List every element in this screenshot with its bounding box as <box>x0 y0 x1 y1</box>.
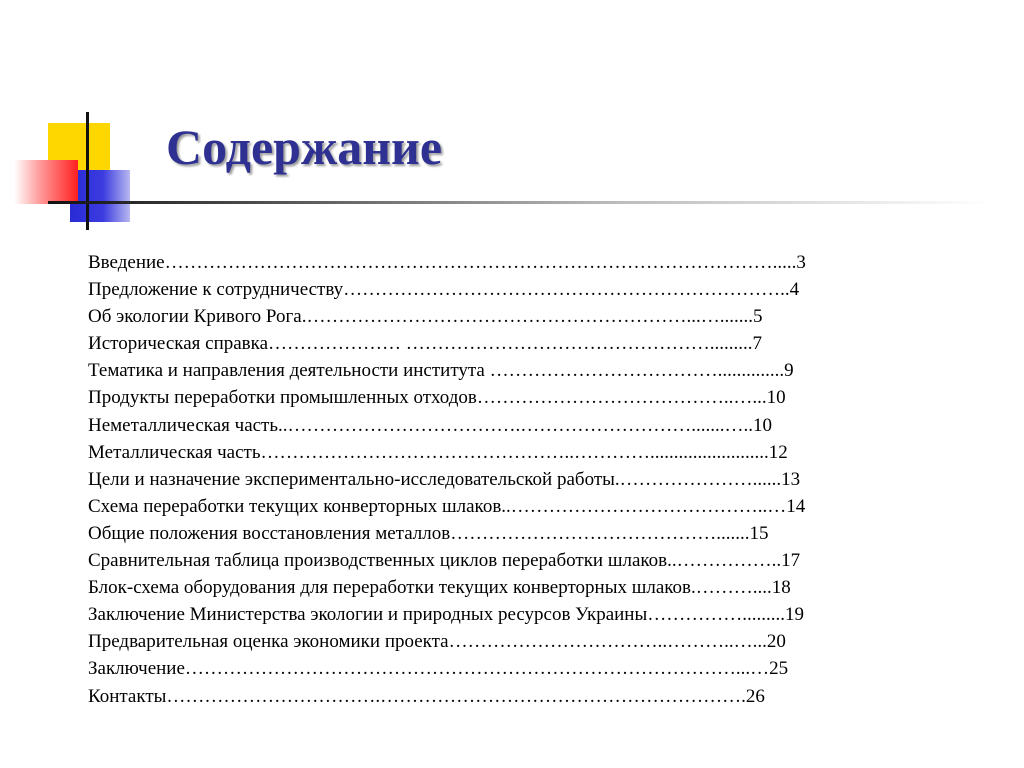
toc-item: Заключение Министерства экологии и природных ресурсов Украины…………….........19 <box>88 604 804 626</box>
toc-item: Введение…………………………………………………………………………………….....3 <box>88 252 806 273</box>
toc-item: Об экологии Кривого Рога.……………………………………………………...….......5 <box>88 306 763 328</box>
toc-item: Заключение……………………………………………………………………………...…25 <box>88 658 789 680</box>
page-title: Содержание <box>166 119 443 175</box>
title-underline <box>48 201 988 204</box>
toc-item: Блок-схема оборудования для переработки текущих конверторных шлаков.………....18 <box>88 577 791 599</box>
toc-item: Контакты…………………………….………………………………………………….26 <box>88 685 765 707</box>
toc-item: Сравнительная таблица производственных циклов переработки шлаков..……………..17 <box>88 550 801 572</box>
toc-item: Цели и назначение экспериментально-исследовательской работы.…………………......13 <box>88 468 801 490</box>
toc-item: Предложение к сотрудничеству……………………………………………………………..4 <box>88 279 800 301</box>
toc-item: Предварительная оценка экономики проекта……………………………..………..…...20 <box>88 631 786 653</box>
decor-red-square <box>14 160 78 204</box>
toc-item: Тематика и направления деятельности института ………………………………..............9 <box>88 360 794 382</box>
table-of-contents <box>88 249 806 710</box>
toc-item: Историческая справка………………… ………………………………………….........7 <box>88 333 763 355</box>
decor-vertical-line <box>86 112 89 230</box>
toc-item: Общие положения восстановления металлов…………………………………….......15 <box>88 522 769 544</box>
toc-item: Металлическая часть…………………………………………..………….........................12 <box>88 441 788 463</box>
toc-item: Неметаллическая часть..……………………………….……………………….......…..10 <box>88 414 773 436</box>
toc-item: Схема переработки текущих конверторных шлаков..…………………………………..…14 <box>88 495 806 517</box>
toc-item: Продукты переработки промышленных отходов…………………………………..…...10 <box>88 387 786 409</box>
decor-blue-square <box>70 170 130 222</box>
